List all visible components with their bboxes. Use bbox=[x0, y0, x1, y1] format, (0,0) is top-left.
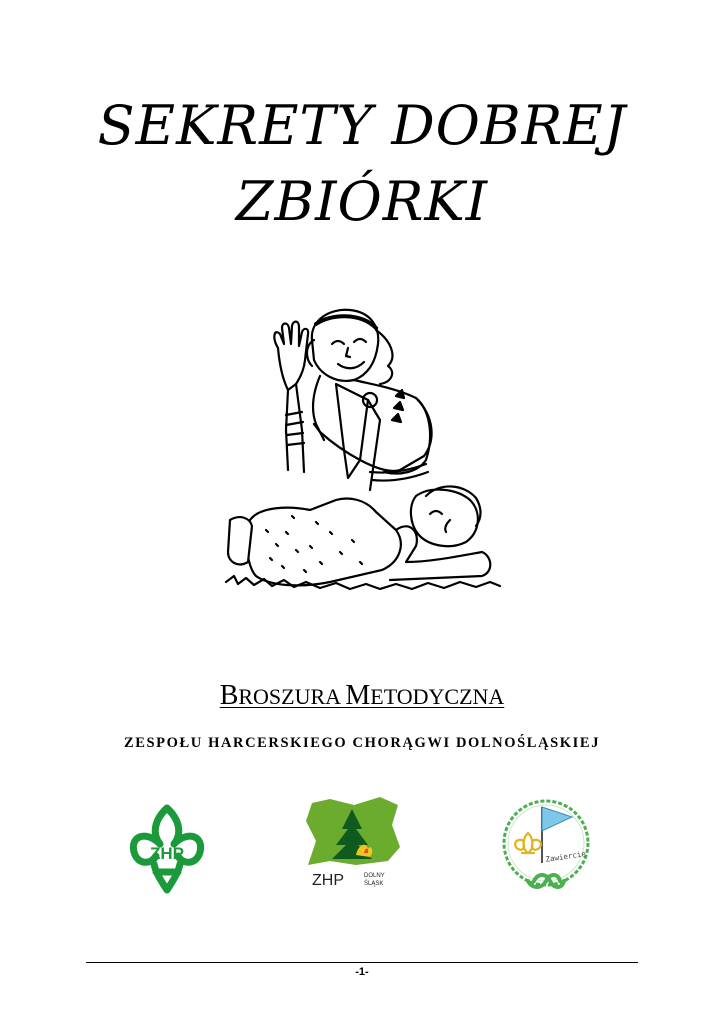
dolny-logo-text: ZHP bbox=[312, 872, 344, 889]
zhp-lily-logo-icon bbox=[126, 800, 208, 896]
subheading: ZESPOŁU HARCERSKIEGO CHORĄGWI DOLNOŚLĄSKIEJ bbox=[123, 735, 601, 751]
subtitle-rest-2: ETODYCZNA bbox=[370, 684, 505, 709]
subtitle-initial-2: M bbox=[345, 680, 371, 711]
dolny-logo-sub2: ŚLĄSK bbox=[364, 881, 384, 887]
subtitle-initial-1: B bbox=[219, 680, 239, 711]
zawiercie-logo-text: Zawiercie bbox=[544, 849, 587, 864]
title-line-1: SEKRETY DOBREJ bbox=[97, 94, 627, 157]
page-number: -1- bbox=[355, 966, 369, 978]
dolny-logo-sub1: DOLNY bbox=[364, 873, 385, 879]
zawiercie-hufiec-logo-icon bbox=[498, 793, 594, 897]
subtitle-rest-1: ROSZURA bbox=[238, 684, 340, 709]
subtitle bbox=[0, 680, 724, 712]
zhp-logo-text: ZHP bbox=[150, 844, 184, 863]
scout-girl-illustration bbox=[220, 300, 505, 595]
zhp-dolny-slask-logo-icon bbox=[302, 795, 406, 895]
footer-divider bbox=[86, 962, 638, 963]
title-line-2: ZBIÓRKI bbox=[235, 170, 489, 233]
